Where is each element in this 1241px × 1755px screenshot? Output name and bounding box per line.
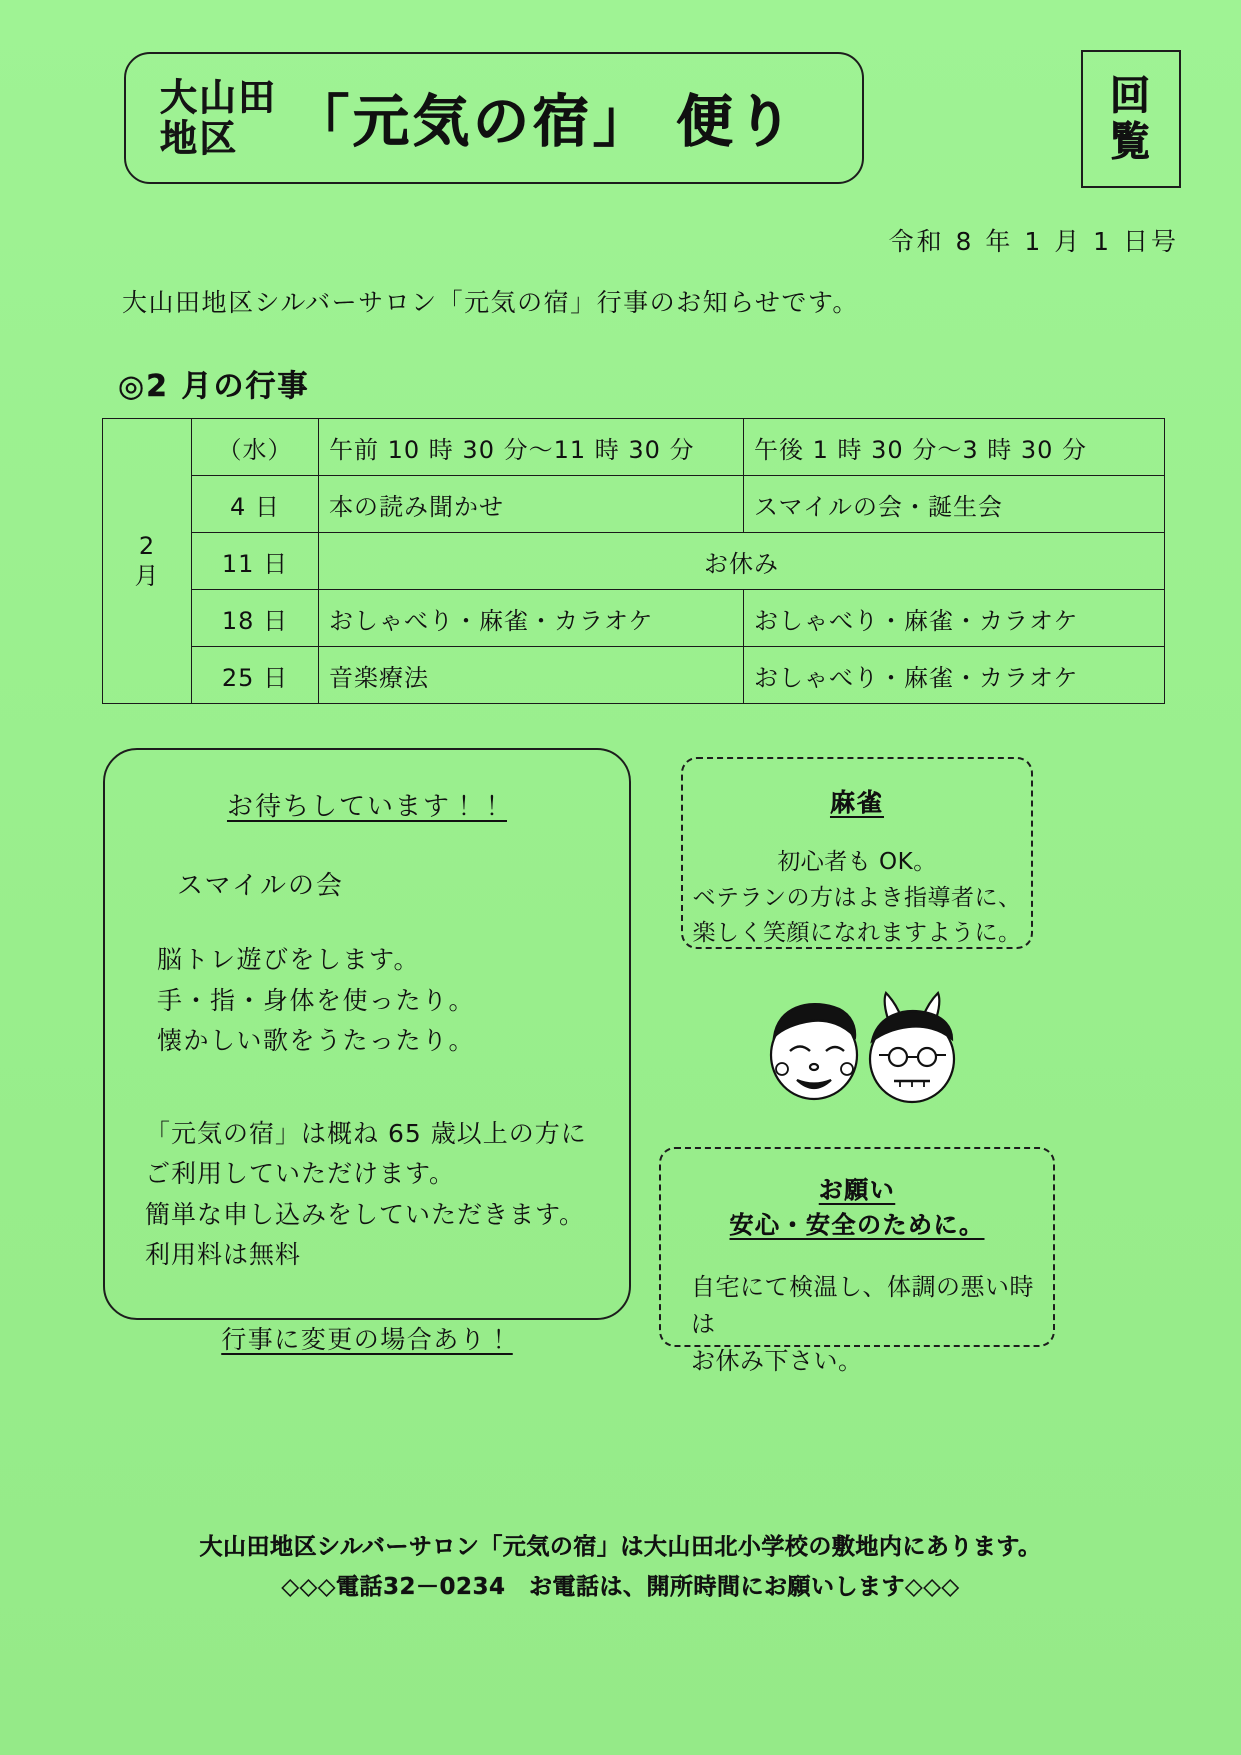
welcome-activity-line: 手・指・身体を使ったり。 bbox=[157, 985, 476, 1015]
circulation-char-2: 覧 bbox=[1110, 119, 1152, 165]
footer bbox=[0, 1527, 1241, 1608]
table-row bbox=[103, 647, 1165, 704]
request-title-line: お願い bbox=[818, 1176, 896, 1204]
mahjong-body-line: 楽しく笑顔になれますように。 bbox=[692, 920, 1022, 947]
mahjong-body bbox=[683, 845, 1031, 952]
row-morning: おしゃべり・麻雀・カラオケ bbox=[319, 590, 744, 647]
month-unit: 月 bbox=[134, 562, 160, 590]
circulation-stamp bbox=[1081, 50, 1181, 188]
welcome-panel bbox=[103, 748, 631, 1354]
month-number: 2 bbox=[138, 532, 156, 560]
row-morning: 本の読み聞かせ bbox=[319, 476, 744, 533]
column-header-day: （水） bbox=[192, 419, 319, 476]
row-afternoon: おしゃべり・麻雀・カラオケ bbox=[744, 590, 1165, 647]
request-title-line: 安心・安全のために。 bbox=[729, 1210, 985, 1239]
welcome-eligibility-line: 利用料は無料 bbox=[145, 1240, 302, 1269]
district-label bbox=[160, 77, 277, 159]
schedule-table bbox=[102, 418, 1165, 704]
table-row bbox=[103, 419, 1165, 476]
row-day: 11 日 bbox=[192, 533, 319, 590]
setsubun-faces-illustration bbox=[752, 985, 967, 1115]
request-title bbox=[661, 1173, 1053, 1243]
request-body-line: 自宅にて検温し、体調の悪い時は bbox=[691, 1272, 1034, 1338]
welcome-subtitle: スマイルの会 bbox=[177, 871, 344, 901]
column-header-afternoon: 午後 1 時 30 分～3 時 30 分 bbox=[744, 419, 1165, 476]
welcome-activity-line: 懐かしい歌をうたったり。 bbox=[157, 1026, 476, 1055]
row-morning: 音楽療法 bbox=[319, 647, 744, 704]
mahjong-body-line: 初心者も OK。 bbox=[777, 849, 937, 875]
welcome-eligibility bbox=[105, 1114, 629, 1276]
issue-date: 令和 8 年 1 月 1 日号 bbox=[888, 227, 1179, 256]
title-box bbox=[124, 52, 864, 184]
welcome-eligibility-line: 「元気の宿」は概ね 65 歳以上の方に bbox=[145, 1118, 587, 1148]
table-row bbox=[103, 533, 1165, 590]
schedule-change-note: 行事に変更の場合あり！ bbox=[221, 1324, 513, 1354]
table-row bbox=[103, 590, 1165, 647]
page-title: 「元気の宿」 便り bbox=[293, 90, 797, 155]
footer-phone: ◇◇◇電話32－0234 お電話は、開所時間にお願いします◇◇◇ bbox=[281, 1573, 960, 1600]
row-day: 4 日 bbox=[192, 476, 319, 533]
section-heading: ◎2 月の行事 bbox=[118, 369, 310, 404]
row-afternoon: おしゃべり・麻雀・カラオケ bbox=[744, 647, 1165, 704]
circulation-char-1: 回 bbox=[1110, 73, 1152, 119]
row-afternoon: スマイルの会・誕生会 bbox=[744, 476, 1165, 533]
welcome-eligibility-line: ご利用していただけます。 bbox=[145, 1159, 456, 1188]
request-body bbox=[661, 1269, 1053, 1381]
welcome-eligibility-line: 簡単な申し込みをしていただきます。 bbox=[145, 1199, 586, 1229]
row-day: 18 日 bbox=[192, 590, 319, 647]
mahjong-title: 麻雀 bbox=[829, 788, 884, 817]
district-line-2: 地区 bbox=[160, 117, 238, 160]
district-line-1: 大山田 bbox=[160, 76, 277, 119]
row-closed-note: お休み bbox=[319, 533, 1165, 590]
setsubun-faces-icon bbox=[752, 985, 967, 1115]
footer-location: 大山田地区シルバーサロン「元気の宿」は大山田北小学校の敷地内にあります。 bbox=[199, 1533, 1042, 1560]
welcome-activities bbox=[105, 940, 629, 1062]
table-row bbox=[103, 476, 1165, 533]
month-cell bbox=[103, 419, 192, 704]
welcome-title: お待ちしています！！ bbox=[226, 792, 507, 822]
header bbox=[124, 52, 1181, 192]
lead-text: 大山田地区シルバーサロン「元気の宿」行事のお知らせです。 bbox=[122, 288, 859, 317]
column-header-morning: 午前 10 時 30 分～11 時 30 分 bbox=[319, 419, 744, 476]
welcome-activity-line: 脳トレ遊びをします。 bbox=[157, 945, 421, 974]
row-day: 25 日 bbox=[192, 647, 319, 704]
mahjong-panel bbox=[681, 757, 1033, 949]
request-body-line: お休み下さい。 bbox=[691, 1346, 863, 1375]
request-panel bbox=[659, 1147, 1055, 1375]
mahjong-body-line: ベテランの方はよき指導者に、 bbox=[692, 884, 1022, 911]
